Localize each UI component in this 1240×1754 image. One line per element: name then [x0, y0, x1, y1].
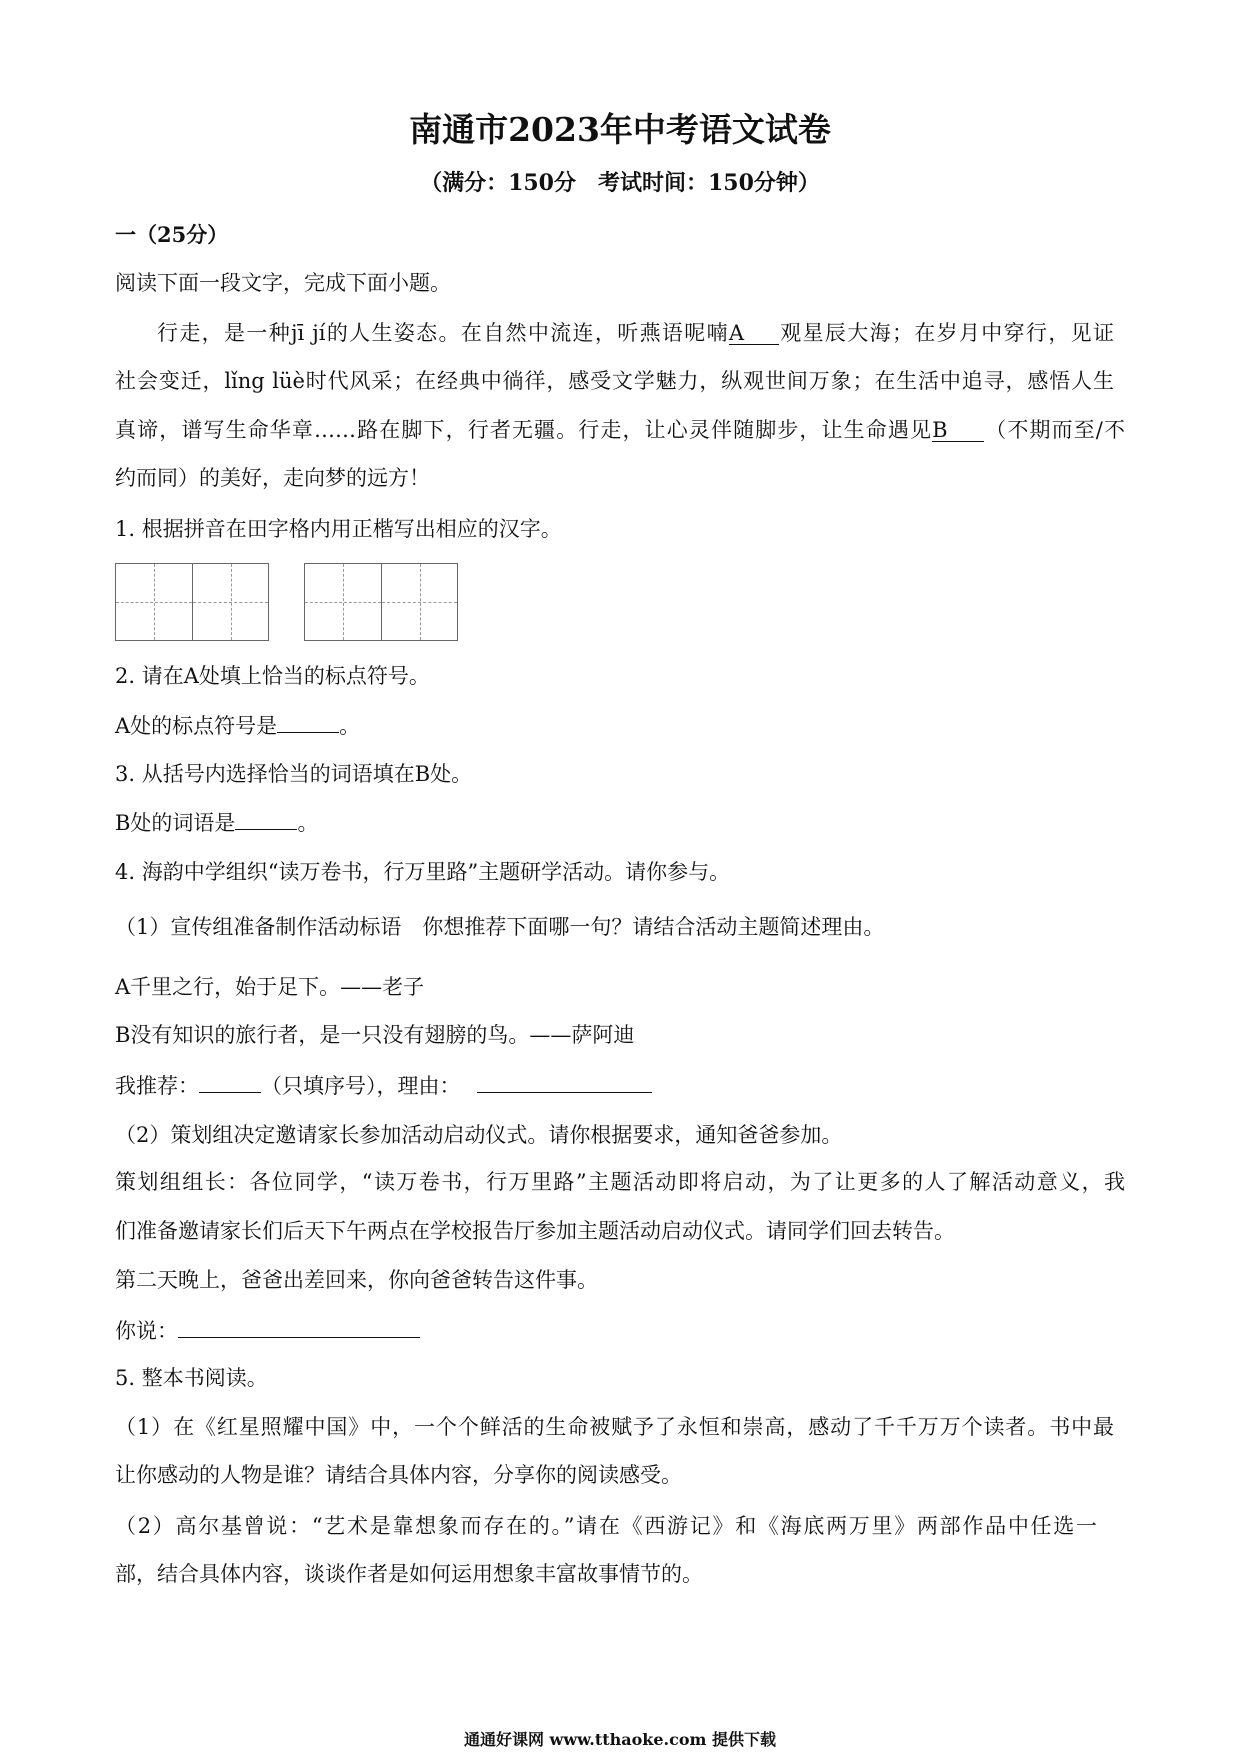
tian-grid-cell — [192, 564, 268, 640]
question-4-part-2-prompt: （2）策划组决定邀请家长参加活动启动仪式。请你根据要求，通知爸爸参加。 — [115, 1123, 843, 1147]
passage-line-3 — [115, 415, 1125, 445]
tian-grid-group-1 — [115, 563, 269, 641]
question-2-prompt: 2. 请在A处填上恰当的标点符号。 — [115, 664, 430, 688]
recommend-label: 我推荐： — [115, 1074, 199, 1098]
reason-blank — [477, 1072, 652, 1093]
recommend-note: （只填序号），理由： — [261, 1074, 461, 1098]
answer-blank — [235, 809, 297, 830]
question-4-prompt: 4. 海韵中学组织“读万卷书，行万里路”主题研学活动。请你参与。 — [115, 860, 731, 884]
recommend-answer-line — [115, 1071, 652, 1101]
reading-instruction: 阅读下面一段文字，完成下面小题。 — [115, 271, 451, 295]
context-line: 第二天晚上，爸爸出差回来，你向爸爸转告这件事。 — [115, 1268, 598, 1292]
answer-blank — [199, 1072, 261, 1093]
question-5-part-2-line-2: 部，结合具体内容，谈谈作者是如何运用想象丰富故事情节的。 — [115, 1562, 703, 1586]
tian-grid-cell — [305, 564, 381, 640]
passage-line-4: 约而同）的美好，走向梦的远方！ — [115, 466, 430, 490]
blank-a: A — [729, 322, 779, 345]
question-5-prompt: 5. 整本书阅读。 — [115, 1366, 268, 1390]
you-say-answer-line — [115, 1316, 420, 1346]
tian-grid-group-2 — [304, 563, 458, 641]
answer-label: B处的词语是 — [115, 811, 236, 835]
tian-grid-cell — [116, 564, 192, 640]
tian-grid-cell — [381, 564, 457, 640]
passage-line-2: 社会变迁，lǐng lüè时代风采；在经典中徜徉，感受文学魅力，纵观世间万象；在生活中追寻，感悟人生 — [115, 369, 1114, 393]
passage-text: （不期而至/不 — [984, 418, 1126, 442]
answer-blank — [178, 1317, 420, 1338]
footer-credit: 通通好课网 www.tthaoke.com 提供下载 — [463, 1730, 777, 1749]
question-5-part-1-line-1: （1）在《红星照耀中国》中，一个个鲜活的生命被赋予了永恒和崇高，感动了千千万万个读者。书中最 — [115, 1415, 1114, 1439]
question-5-part-1-line-2: 让你感动的人物是谁？请结合具体内容，分享你的阅读感受。 — [115, 1463, 682, 1487]
notice-line-2: 们准备邀请家长们后天下午两点在学校报告厅参加主题活动启动仪式。请同学们回去转告。 — [115, 1219, 955, 1243]
question-4-part-1-prompt: （1）宣传组准备制作活动标语 你想推荐下面哪一句？请结合活动主题简述理由。 — [115, 915, 885, 939]
question-1-prompt: 1. 根据拼音在田字格内用正楷写出相应的汉字。 — [115, 517, 562, 541]
page-title: 南通市2023年中考语文试卷 — [409, 110, 831, 149]
option-a: A千里之行，始于足下。——老子 — [115, 975, 425, 999]
exam-subtitle: （满分：150分 考试时间：150分钟） — [420, 170, 820, 196]
passage-line-1 — [115, 318, 1114, 348]
passage-text: 观星辰大海；在岁月中穿行，见证 — [778, 321, 1114, 345]
option-b: B没有知识的旅行者，是一只没有翅膀的鸟。——萨阿迪 — [115, 1023, 635, 1047]
question-2-answer-line — [115, 711, 360, 741]
answer-blank — [277, 712, 339, 733]
section-heading: 一（25分） — [115, 222, 229, 247]
notice-line-1: 策划组组长：各位同学，“读万卷书，行万里路”主题活动即将启动，为了让更多的人了解活动意义，我 — [115, 1170, 1125, 1194]
passage-text: 行走，是一种jī jí的人生姿态。在自然中流连，听燕语呢喃 — [157, 321, 729, 345]
passage-text: 真谛，谱写生命华章……路在脚下，行者无疆。行走，让心灵伴随脚步，让生命遇见 — [115, 418, 933, 442]
question-3-answer-line — [115, 808, 318, 838]
answer-suffix: 。 — [297, 811, 319, 835]
answer-label: 你说： — [115, 1319, 178, 1343]
answer-label: A处的标点符号是 — [115, 714, 278, 738]
question-5-part-2-line-1: （2）高尔基曾说：“艺术是靠想象而存在的。”请在《西游记》和《海底两万里》两部作品中任选一 — [115, 1514, 1097, 1538]
question-3-prompt: 3. 从括号内选择恰当的词语填在B处。 — [115, 762, 473, 786]
answer-suffix: 。 — [339, 714, 361, 738]
blank-b: B — [932, 419, 984, 442]
